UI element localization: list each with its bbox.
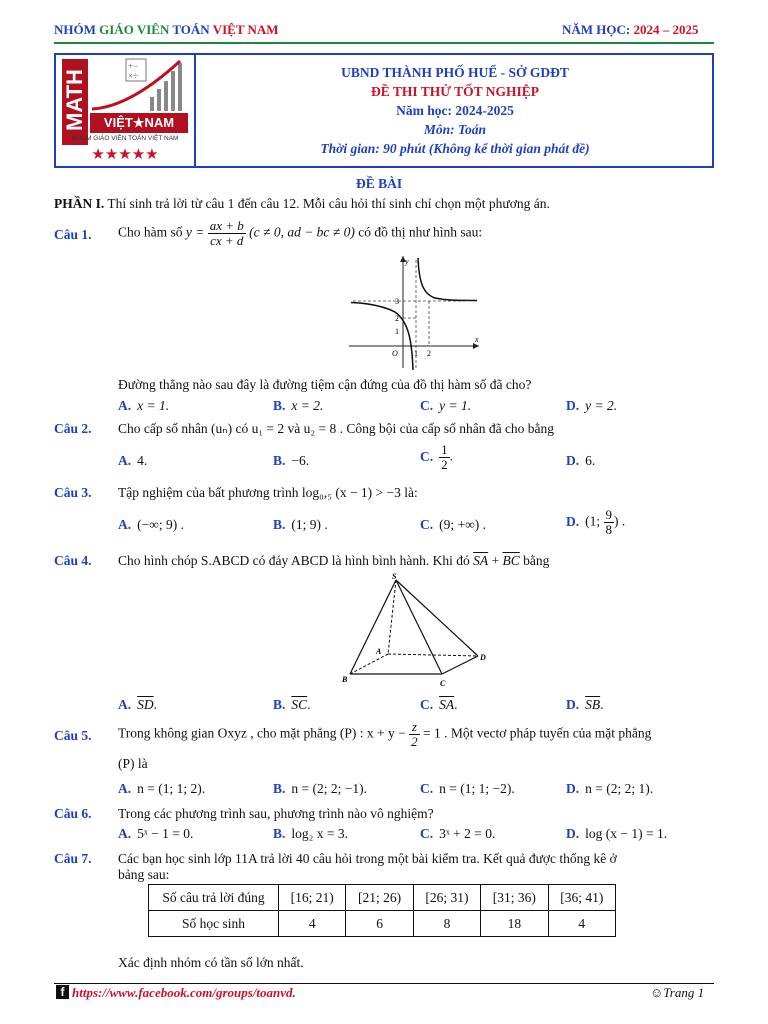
option-letter-b: B. [273,826,286,841]
q5-stem [118,720,651,749]
q1-option-c-text: y = 1. [439,398,472,413]
footer-page-number: ☺Trang 1 [650,985,705,1000]
q3-option-d-frac [604,508,615,537]
q1-graph-y3: 3 [395,297,399,306]
q1-func-y: y = [185,224,208,240]
part1-text: Thí sinh trả lời từ câu 1 đến câu 12. Mỗi câu hỏi thí sinh chỉ chọn một phương án. [104,196,550,211]
q5-frac-num: z [409,720,420,735]
q1-graph-origin: O [392,349,398,358]
q2-label: Câu 2. [54,421,92,436]
q2-option-c[interactable]: C. $\frac{1}{2}$ . [420,442,453,472]
q1-func-num: ax + b [209,218,244,233]
q5-option-c[interactable] [420,781,515,797]
option-letter-a: A. [118,697,132,712]
q7-table-group-3: [26; 31) [413,885,480,911]
q4-option-d[interactable]: D. $\overline{SB}$. [566,697,604,712]
q5-option-b-text: n = (2; 2; −1). [291,781,367,796]
q1-graph [345,252,485,372]
option-letter-a: A. [118,398,132,413]
q6-option-b[interactable] [273,826,348,842]
q6-label: Câu 6. [54,806,92,821]
option-letter-d: D. [566,453,580,468]
part1-label: PHẦN I. [54,196,105,211]
q4-stem-post: bằng [519,553,550,568]
footer-rule [54,983,714,984]
q5-stem-post: = 1 . Một vectơ pháp tuyến của mặt phẳng [419,725,652,741]
q1-option-d-text: y = 2. [585,398,618,413]
q7-table-count-2: 6 [346,911,413,937]
q7-table-count-3: 8 [413,911,480,937]
q3-option-c-text: (9; +∞) . [439,517,486,532]
q4-stem-pre: Cho hình chóp S.ABCD có đáy ABCD là hình bình hành. Khi đó [118,553,474,568]
svg-text:+−: +− [128,61,139,71]
q4-option-b-text: $\overline{SC}$ [291,697,308,712]
q6-option-a[interactable] [118,826,193,842]
q1-option-b[interactable] [273,398,323,414]
part1-intro [54,196,550,212]
q7-table-count-4: 18 [481,911,548,937]
q4-vertex-d: D [480,653,486,662]
q6-option-d[interactable] [566,826,667,842]
option-letter-d: D. [566,513,580,529]
q1-graph-x2: 2 [427,349,431,358]
option-letter-a: A. [118,781,132,796]
exam-authority: UBND THÀNH PHỐ HUẾ - SỞ GDĐT [341,65,569,80]
q1-option-d[interactable] [566,398,617,414]
q2-option-a[interactable] [118,453,147,469]
q7-table-count-5: 4 [548,911,615,937]
q3-label: Câu 3. [54,485,92,500]
option-letter-d: D. [566,398,580,413]
q7-table-row-groups [149,885,616,911]
q1-graph-x-label: x [475,335,479,344]
q6-option-c[interactable] [420,826,495,842]
q4-option-c[interactable]: C. $\overline{SA}$. [420,697,458,712]
q2-option-a-text: 4. [137,453,148,468]
q6-option-b-text: log₂ x = 3. [291,826,348,841]
header-rule [54,42,714,44]
q3-option-d[interactable] [566,508,625,537]
q4-option-a-text: $\overline{SD}$ [137,697,154,712]
header-group-part1: NHÓM [54,22,100,37]
q3-option-a-text: (−∞; 9) . [137,517,184,532]
q7-table-group-1: [16; 21) [279,885,346,911]
q3-option-a[interactable] [118,517,184,533]
q3-option-d-pre: (1; [585,513,604,529]
q4-option-c-text: $\overline{SA}$ [439,697,455,712]
option-letter-d: D. [566,781,580,796]
q1-graph-x1: 1 [414,349,418,358]
option-letter-a: A. [118,453,132,468]
q4-option-b[interactable]: B. $\overline{SC}$. [273,697,311,712]
option-letter-a: A. [118,826,132,841]
q2-option-b-text: −6. [291,453,310,468]
option-letter-b: B. [273,781,286,796]
logo-subtitle: NHÓM GIÁO VIÊN TOÁN VIỆT NAM [71,135,179,142]
option-letter-d: D. [566,826,580,841]
q7-frequency-table [148,884,616,937]
header-year-value: 2024 – 2025 [633,22,699,37]
q1-stem-pre: Cho hàm số [118,224,186,240]
q1-stem [118,219,482,248]
q2-option-c-den: 2 [441,457,448,472]
q4-vector-bc: $\overline{BC}$ [502,553,520,568]
header-group-part2: GIÁO VIÊN [99,22,173,37]
q3-option-d-den: 8 [605,522,612,537]
option-letter-c: C. [420,398,434,413]
q3-option-d-post: ) . [614,513,626,529]
q5-label: Câu 5. [54,728,92,743]
q1-label: Câu 1. [54,227,92,242]
q1-func-frac [208,219,246,248]
facebook-icon [56,985,69,999]
q4-stem [118,553,549,569]
q4-option-d-text: $\overline{SB}$ [585,697,601,712]
option-letter-b: B. [273,398,286,413]
q1-graph-y2: 2 [395,314,399,323]
q1-graph-y-label: y [405,257,409,266]
option-letter-b: B. [273,697,286,712]
q6-stem: Trong các phương trình sau, phương trình nào vô nghiệm? [118,806,434,821]
q4-pyramid-figure [338,570,498,690]
logo-chart-icon [90,57,188,113]
footer-link[interactable]: https://www.facebook.com/groups/toanvd. [72,985,296,1000]
header-group-part4: VIỆT NAM [212,22,279,37]
q7-question: Xác định nhóm có tần số lớn nhất. [118,955,304,970]
q4-label: Câu 4. [54,553,92,568]
q5-option-c-text: n = (1; 1; −2). [439,781,515,796]
q4-plus: + [488,553,503,568]
q3-option-c[interactable] [420,517,486,533]
q1-option-b-text: x = 2. [291,398,324,413]
header-group-name [54,22,279,38]
logo [60,57,190,163]
q7-table-row-counts [149,911,616,937]
exam-year: Năm học: 2024-2025 [396,103,514,118]
option-letter-c: C. [420,781,434,796]
header-group-part3: TOÁN [172,22,213,37]
q4-option-a[interactable]: A. $\overline{SD}$. [118,697,157,712]
q2-option-d-text: 6. [585,453,596,468]
exam-title-block [196,63,714,158]
q1-cond: (c ≠ 0, ad − bc ≠ 0) [249,224,355,240]
q1-stem-post: có đồ thị như hình sau: [354,224,483,240]
option-letter-c: C. [420,517,434,532]
exam-title: ĐỀ THI THỬ TỐT NGHIỆP [370,84,540,99]
q6-option-c-text: 3ˣ + 2 = 0. [439,826,496,841]
q3-stem: Tập nghiệm của bất phương trình log₀,₅ (x − 1) > −3 là: [118,485,418,500]
q3-option-b-text: (1; 9) . [291,517,328,532]
q7-table-group-5: [36; 41) [548,885,615,911]
option-letter-d: D. [566,697,580,712]
q2-stem: Cho cấp số nhân (uₙ) có u₁ = 2 và u₂ = 8 . Công bội của cấp số nhân đã cho bằng [118,421,555,436]
q3-option-b[interactable] [273,517,328,533]
exam-subject: Môn: Toán [423,122,487,137]
logo-math-text: MATH [62,69,87,131]
q7-stem-line1: Các bạn học sinh lớp 11A trả lời 40 câu hỏi trong một bài kiểm tra. Kết quả được thống kê ở [118,851,617,866]
option-letter-a: A. [118,517,132,532]
option-letter-c: C. [420,448,434,464]
q4-vertex-b: B [342,675,348,684]
q5-frac [409,720,420,749]
q4-vector-sa: $\overline{SA}$ [473,553,489,568]
header-year [562,22,699,38]
q7-table-group-2: [21; 26) [346,885,413,911]
q6-option-a-text: 5ˣ − 1 = 0. [137,826,194,841]
facebook-icon-glyph: f [60,985,65,999]
q7-table-header-groups: Số câu trả lời đúng [149,885,279,911]
option-letter-c: C. [420,826,434,841]
q2-option-c-num: 1 [441,442,448,457]
q1-question: Đường thẳng nào sau đây là đường tiệm cận đứng của đồ thị hàm số đã cho? [118,377,532,392]
q5-option-d-text: n = (2; 2; 1). [585,781,654,796]
q1-option-a[interactable] [118,398,169,414]
q1-option-a-text: x = 1. [137,398,170,413]
option-letter-b: B. [273,453,286,468]
q4-vertex-c: C [440,679,446,688]
logo-brand: VIỆT★NAM [90,113,188,133]
q6-option-d-text: log (x − 1) = 1. [585,826,668,841]
logo-stars: ★★★★★ [91,147,159,163]
q5-stem-line2: (P) là [118,756,148,771]
q5-option-b[interactable] [273,781,367,797]
q5-option-a-text: n = (1; 1; 2). [137,781,206,796]
q5-frac-den: 2 [411,734,418,749]
q1-graph-y1: 1 [395,327,399,336]
section-title: ĐỀ BÀI [356,176,403,191]
q7-label: Câu 7. [54,851,92,866]
q2-option-c-frac [439,443,450,472]
q1-func-den: cx + d [210,233,244,248]
header-year-label: NĂM HỌC: [562,22,634,37]
option-letter-c: C. [420,697,434,712]
exam-time: Thời gian: 90 phút (Không kể thời gian phát đề) [320,141,590,156]
option-letter-b: B. [273,517,286,532]
q5-stem-pre: Trong không gian Oxyz , cho mặt phẳng (P) : x + y − [118,725,410,741]
q7-table-group-4: [31; 36) [481,885,548,911]
q4-vertex-s: S [392,572,397,581]
q2-option-b[interactable] [273,453,309,469]
q5-option-d[interactable] [566,781,653,797]
q3-option-d-num: 9 [605,507,612,522]
q2-option-d[interactable] [566,453,595,469]
q5-option-a[interactable] [118,781,205,797]
q4-vertex-a: A [376,647,382,656]
svg-text:×÷: ×÷ [128,71,139,81]
q7-stem-line2: bảng sau: [118,867,170,882]
q1-option-c[interactable] [420,398,471,414]
q7-table-header-counts: Số học sinh [149,911,279,937]
q7-table-count-1: 4 [279,911,346,937]
